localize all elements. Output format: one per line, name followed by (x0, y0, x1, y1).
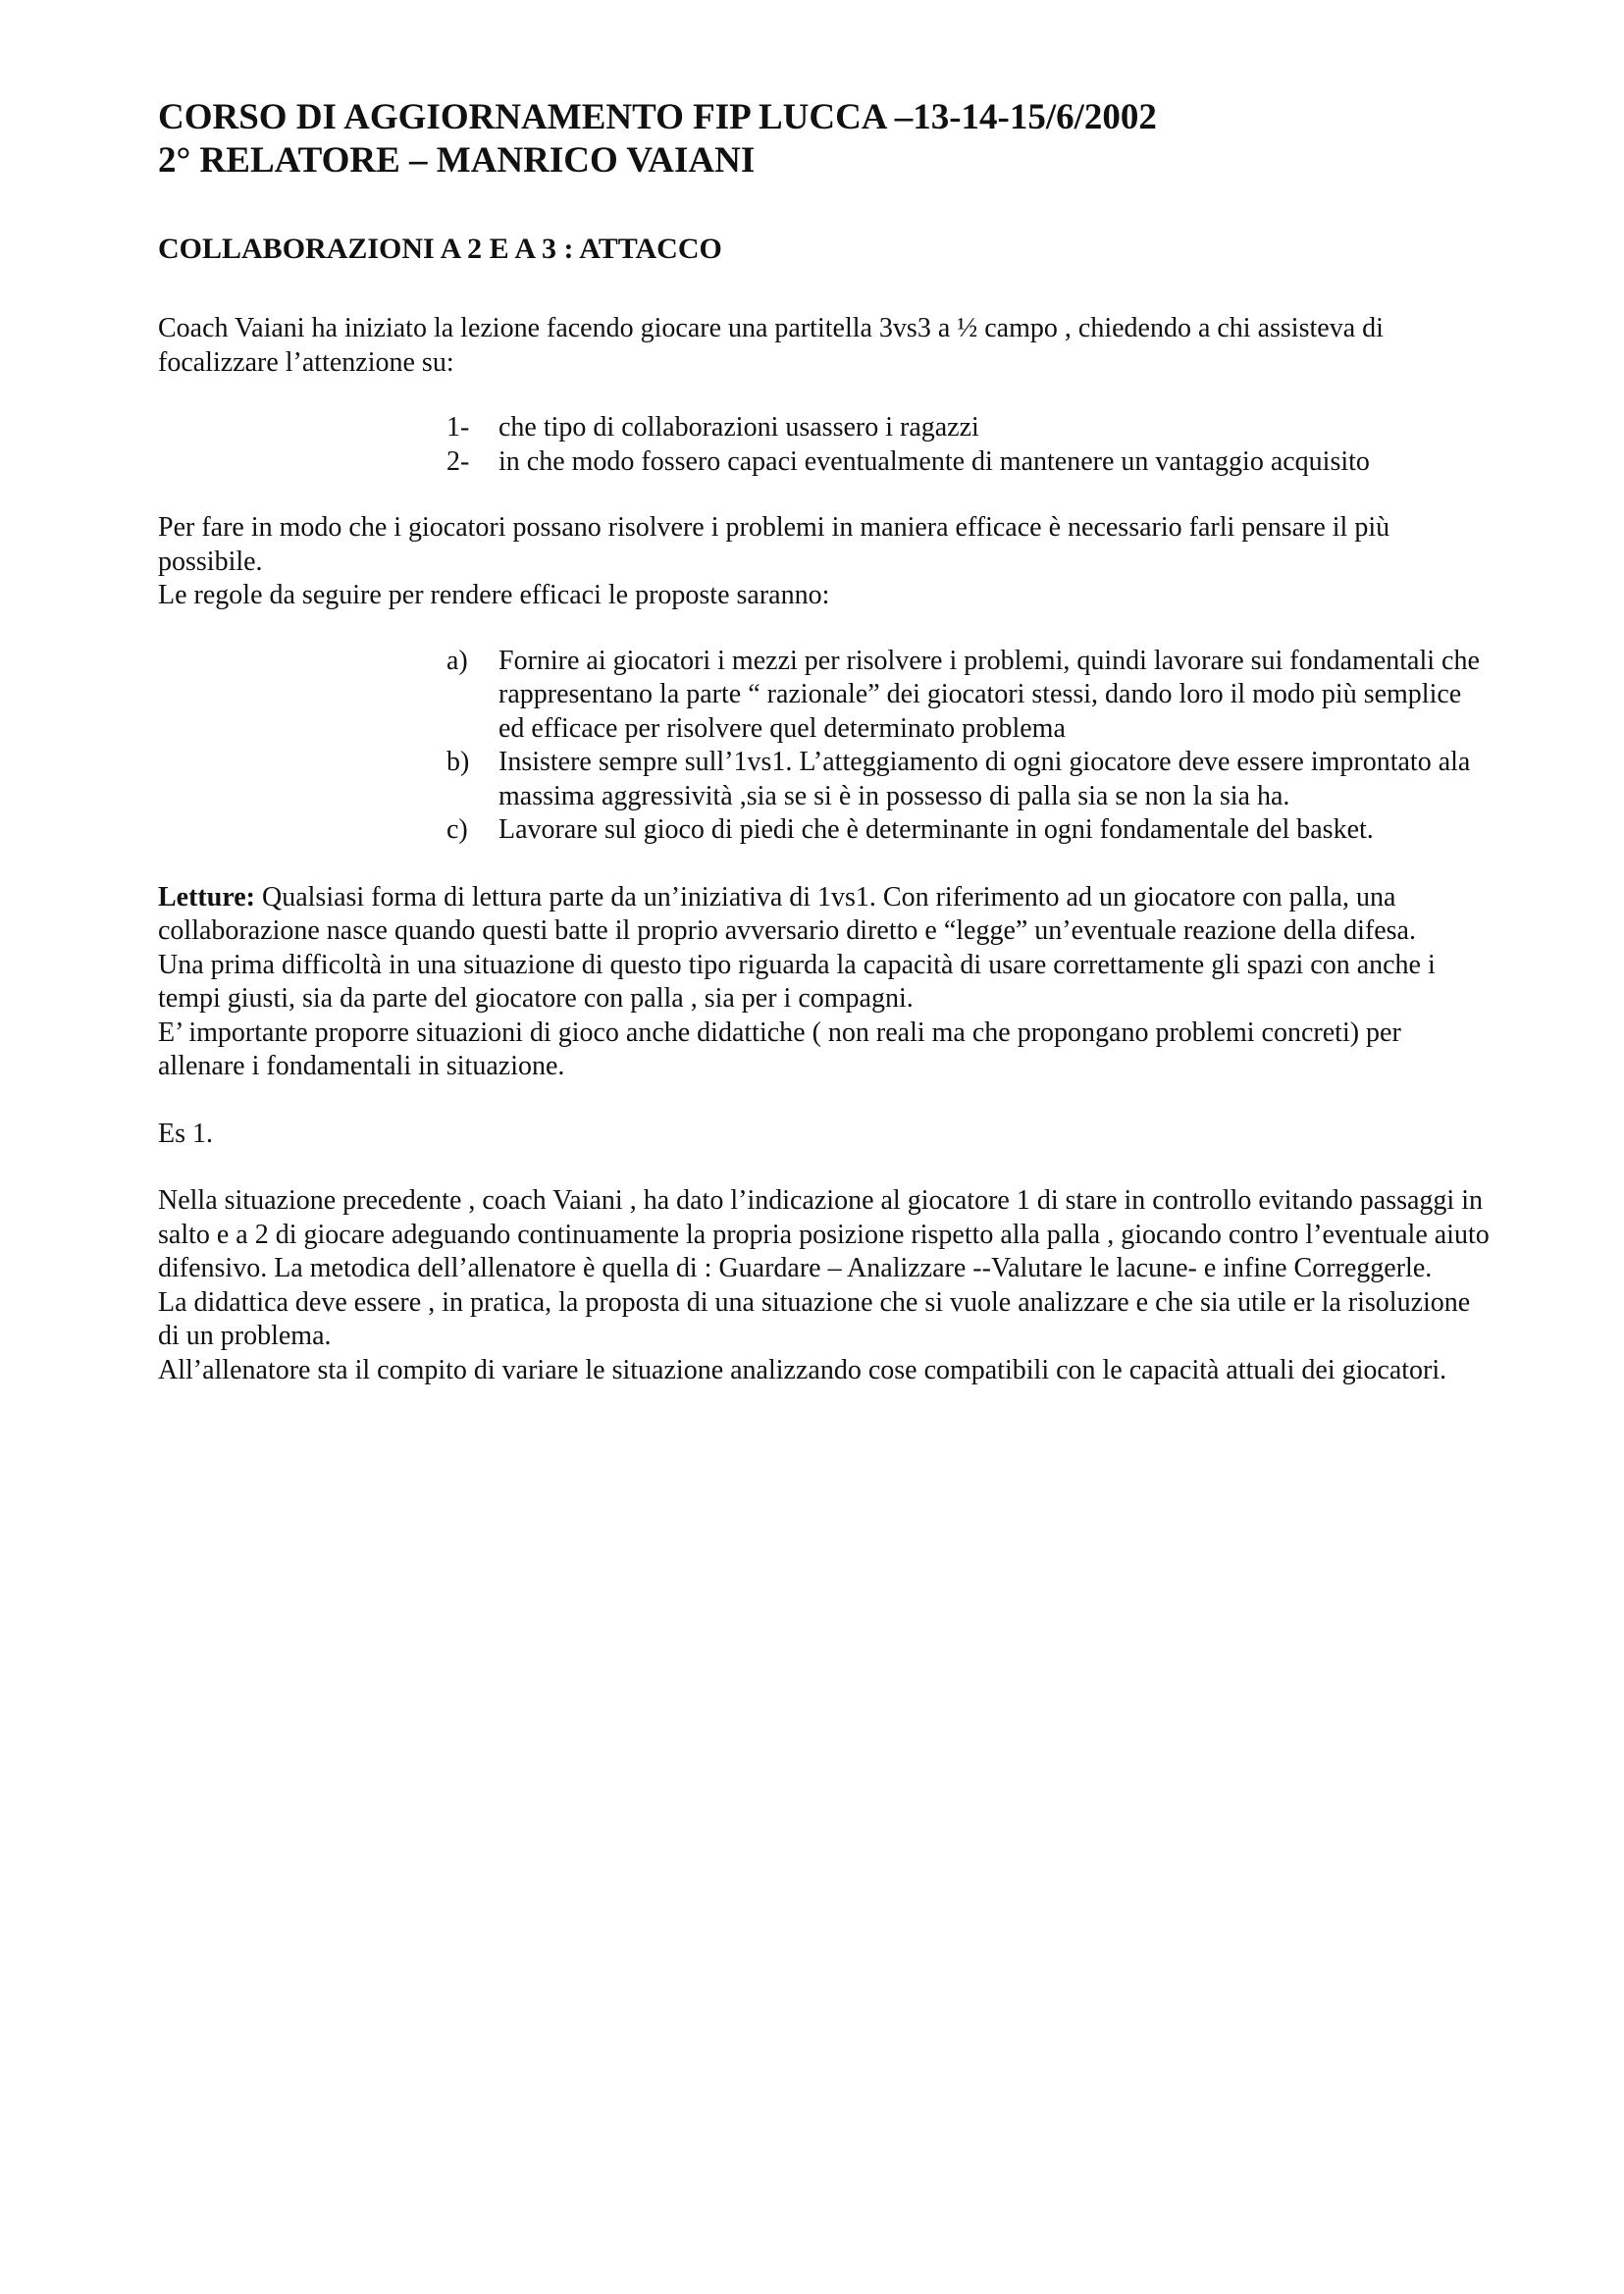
list-marker: a) (446, 645, 468, 676)
list-item-text: in che modo fossero capaci eventualmente di mantenere un vantaggio acquisito (498, 445, 1370, 477)
list-item (446, 411, 1493, 445)
paragraph: Per fare in modo che i giocatori possano risolvere i problemi in maniera efficace è necessario farli pensare il più possibile. (158, 512, 1390, 577)
section-title: COLLABORAZIONI A 2 E A 3 : ATTACCO (158, 233, 722, 265)
list-item-text: Lavorare sul gioco di piedi che è determinante in ogni fondamentale del basket. (498, 814, 1374, 845)
closing-section (158, 1184, 1493, 1387)
title-line-1: CORSO DI AGGIORNAMENTO FIP LUCCA –13-14-15/6/2002 (158, 97, 1157, 137)
letture-lead: Letture: (158, 881, 255, 912)
list-item (446, 645, 1493, 747)
list-marker: 1- (446, 412, 470, 443)
title-line-2: 2° RELATORE – MANRICO VAIANI (158, 140, 756, 181)
list-item (446, 445, 1493, 480)
list-item (446, 813, 1493, 848)
paragraph: La didattica deve essere , in pratica, la proposta di una situazione che si vuole analizzare e che sia utile er la risoluzione di un problema. (158, 1286, 1471, 1351)
list-item (446, 746, 1493, 813)
example-label-block (158, 1118, 1493, 1152)
paragraph: Una prima difficoltà in una situazione di questo tipo riguarda la capacità di usare correttamente gli spazi con anche i tempi giusti, sia da parte del giocatore con palla , sia per i compagni. (158, 949, 1436, 1014)
document-page (158, 96, 1493, 1387)
example-label: Es 1. (158, 1118, 213, 1149)
list-marker: 2- (446, 445, 470, 477)
paragraph: E’ importante proporre situazioni di gioco anche didattiche ( non reali ma che propongano problemi concreti) per allenare i fondamentali in situazione. (158, 1017, 1401, 1081)
document-title (158, 96, 1493, 182)
intro-paragraph (158, 312, 1493, 380)
list-marker: b) (446, 747, 470, 777)
rules-list (446, 645, 1493, 848)
intro-text: Coach Vaiani ha iniziato la lezione facendo giocare una partitella 3vs3 a ½ campo , chiedendo a chi assisteva di focalizzare l’attenzione su: (158, 313, 1384, 378)
list-item-text: Fornire ai giocatori i mezzi per risolvere i problemi, quindi lavorare sui fondamentali che rappresentano la parte “ razionale” dei giocatori stessi, dando loro il modo più semplice ed efficace per risolvere quel determinato problema (498, 645, 1480, 744)
rules-intro (158, 511, 1493, 613)
paragraph: All’allenatore sta il compito di variare le situazione analizzando cose compatibili con le capacità attuali dei giocatori. (158, 1354, 1447, 1385)
letture-section (158, 881, 1493, 1084)
list-item-text: Insistere sempre sull’1vs1. L’atteggiamento di ogni giocatore deve essere improntato ala massima aggressività ,sia se si è in possesso di palla sia se non la sia ha. (498, 747, 1471, 811)
focus-list (446, 411, 1493, 479)
list-item-text: che tipo di collaborazioni usassero i ragazzi (498, 412, 979, 443)
paragraph: Nella situazione precedente , coach Vaiani , ha dato l’indicazione al giocatore 1 di stare in controllo evitando passaggi in salto e a 2 di giocare adeguando continuamente la propria posizione rispetto alla palla , giocando contro l’eventuale aiuto difensivo. La metodica dell’allenatore è quella di : Guardare – Analizzare --Valutare le lacune- e infine Correggerle. (158, 1185, 1490, 1283)
paragraph (158, 881, 1493, 949)
paragraph: Le regole da seguire per rendere efficaci le proposte saranno: (158, 580, 830, 610)
list-marker: c) (446, 814, 468, 845)
letture-text: Qualsiasi forma di lettura parte da un’iniziativa di 1vs1. Con riferimento ad un giocatore con palla, una collaborazione nasce quando questi batte il proprio avversario diretto e “legge” un’eventuale reazione della difesa. (158, 881, 1416, 946)
